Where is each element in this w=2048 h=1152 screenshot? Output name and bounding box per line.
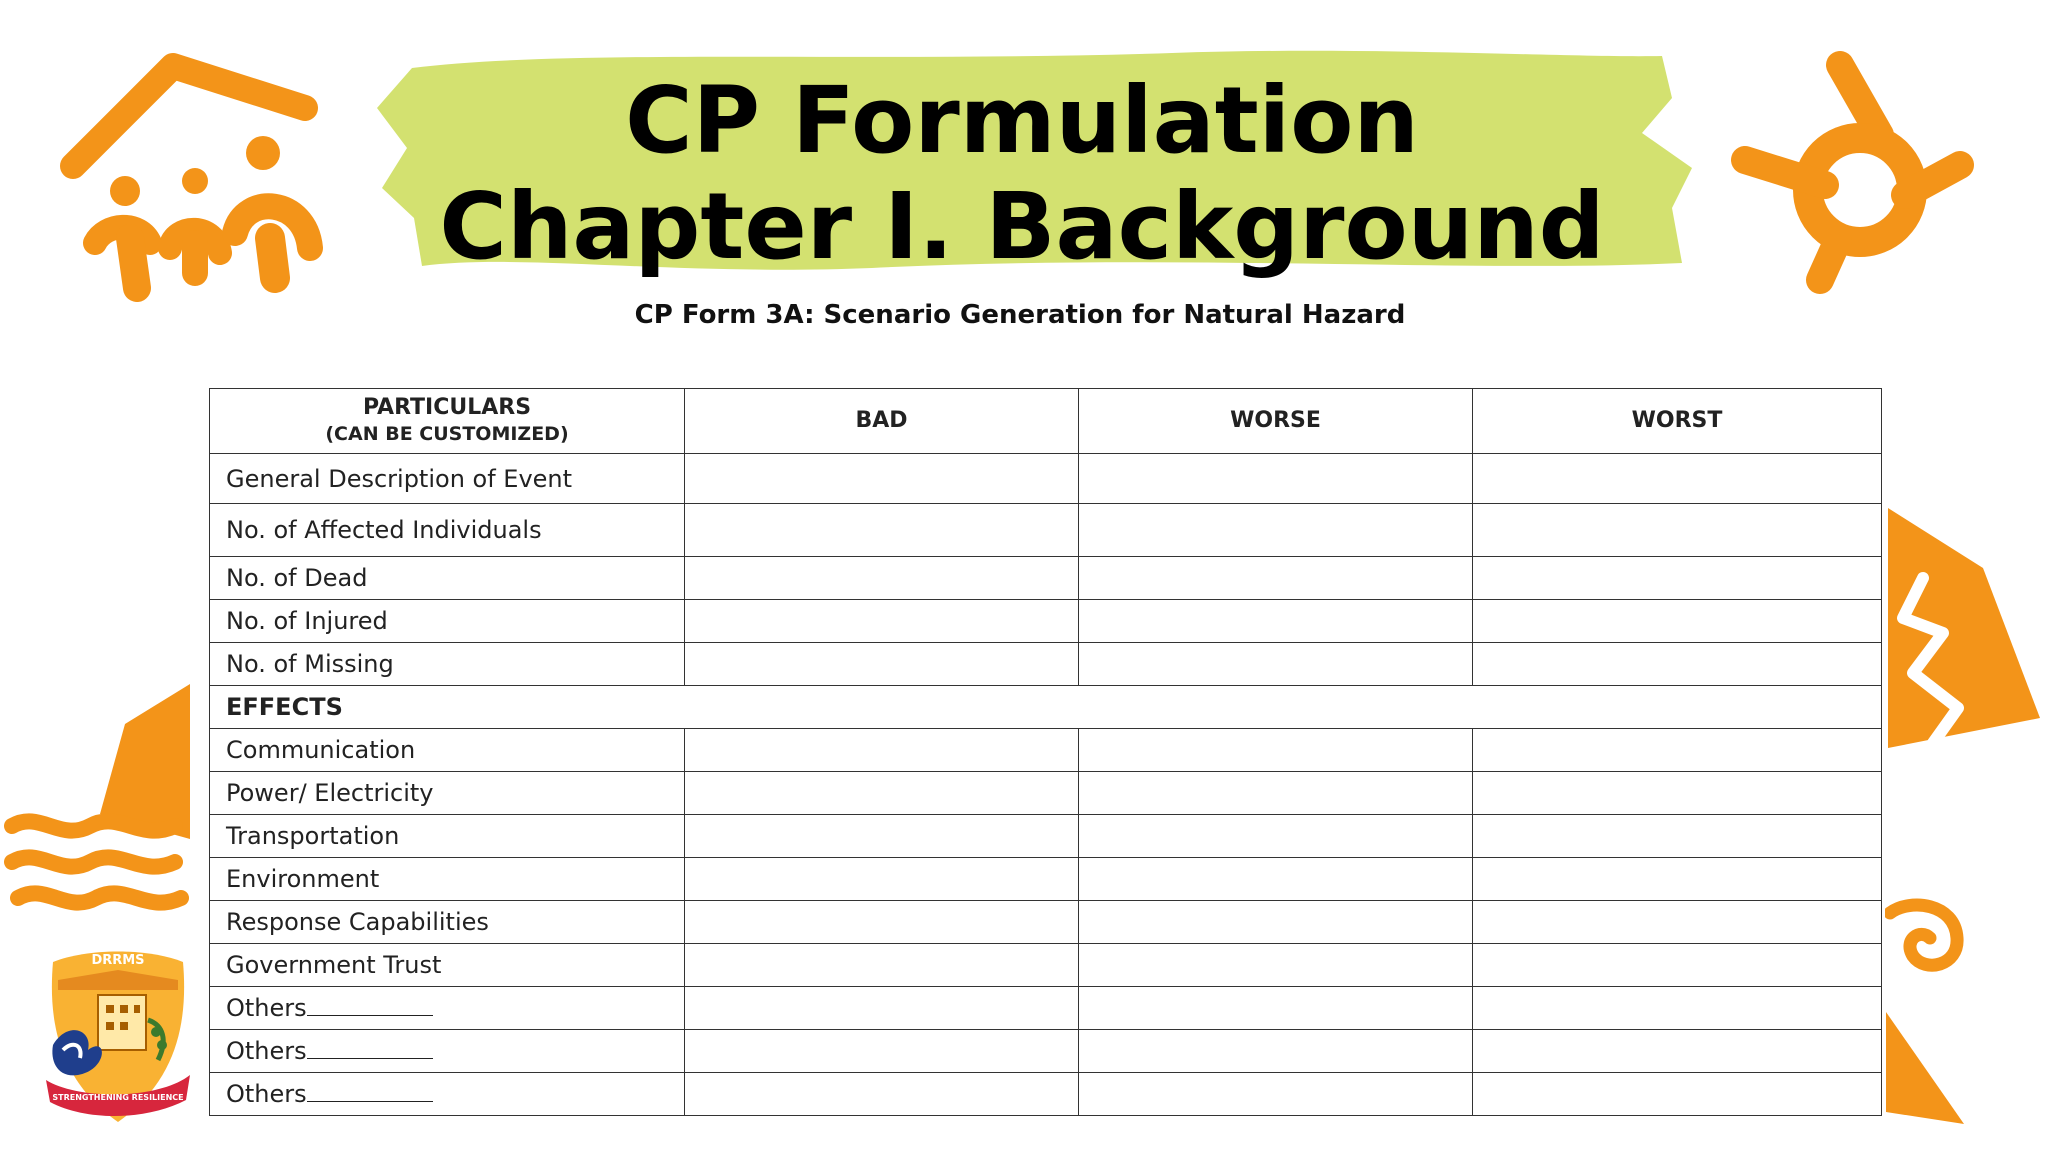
- cell-bad: [685, 600, 1079, 643]
- row-label: Transportation: [210, 815, 685, 858]
- table-row: [210, 987, 1882, 1030]
- header-worse: WORSE: [1079, 389, 1473, 454]
- row-label: No. of Affected Individuals: [210, 504, 685, 557]
- table-header-row: [210, 389, 1882, 454]
- cell-worse: [1079, 643, 1473, 686]
- table-row: [210, 1030, 1882, 1073]
- header-bad: BAD: [685, 389, 1079, 454]
- table-row: [210, 772, 1882, 815]
- cell-bad: [685, 858, 1079, 901]
- table-row: [210, 815, 1882, 858]
- section-label-effects: EFFECTS: [210, 686, 1882, 729]
- row-label: Communication: [210, 729, 685, 772]
- header-particulars: PARTICULARS (CAN BE CUSTOMIZED): [210, 389, 685, 454]
- cell-worse: [1079, 901, 1473, 944]
- cell-bad: [685, 454, 1079, 504]
- blank-line: [307, 995, 433, 1016]
- accessibility-person-icon: [1720, 40, 1980, 300]
- cell-bad: [685, 643, 1079, 686]
- cell-worst: [1473, 454, 1882, 504]
- cell-bad: [685, 557, 1079, 600]
- table-row: [210, 858, 1882, 901]
- cell-bad: [685, 815, 1079, 858]
- cell-worse: [1079, 729, 1473, 772]
- row-label: General Description of Event: [210, 454, 685, 504]
- cell-worst: [1473, 901, 1882, 944]
- row-label: No. of Dead: [210, 557, 685, 600]
- title-block: [372, 38, 1722, 288]
- cell-bad: [685, 772, 1079, 815]
- cell-bad: [685, 504, 1079, 557]
- cell-worst: [1473, 1030, 1882, 1073]
- table-row: [210, 454, 1882, 504]
- cell-worst: [1473, 815, 1882, 858]
- cell-worse: [1079, 600, 1473, 643]
- table-row: [210, 944, 1882, 987]
- cell-worse: [1079, 987, 1473, 1030]
- cell-bad: [685, 1073, 1079, 1116]
- cell-worst: [1473, 944, 1882, 987]
- table-row: [210, 1073, 1882, 1116]
- cell-worst: [1473, 557, 1882, 600]
- cell-worse: [1079, 944, 1473, 987]
- cell-worst: [1473, 987, 1882, 1030]
- cell-worst: [1473, 643, 1882, 686]
- row-label-others: Others: [210, 1030, 685, 1073]
- spiral-wind-icon: [1885, 898, 1965, 978]
- drrms-seal-logo: [38, 950, 198, 1128]
- table-row: [210, 729, 1882, 772]
- table-row: [210, 643, 1882, 686]
- cell-worse: [1079, 772, 1473, 815]
- row-label-others: Others: [210, 1073, 685, 1116]
- row-label: Environment: [210, 858, 685, 901]
- cell-worse: [1079, 1030, 1473, 1073]
- cell-bad: [685, 729, 1079, 772]
- cell-worst: [1473, 600, 1882, 643]
- cell-worst: [1473, 858, 1882, 901]
- row-label: Power/ Electricity: [210, 772, 685, 815]
- page-title: CP Formulation Chapter I. Background: [439, 67, 1605, 280]
- cell-worst: [1473, 729, 1882, 772]
- row-label-others: Others: [210, 987, 685, 1030]
- section-row: [210, 686, 1882, 729]
- header-worst: WORST: [1473, 389, 1882, 454]
- scenario-form-table: [209, 388, 1882, 1116]
- cell-worst: [1473, 1073, 1882, 1116]
- table-row: [210, 600, 1882, 643]
- table-row: [210, 557, 1882, 600]
- cell-worse: [1079, 858, 1473, 901]
- earthquake-crack-icon: [1888, 508, 2048, 748]
- cell-worse: [1079, 454, 1473, 504]
- cell-worse: [1079, 1073, 1473, 1116]
- svg-text:STRENGTHENING RESILIENCE: STRENGTHENING RESILIENCE: [52, 1093, 184, 1102]
- row-label: No. of Injured: [210, 600, 685, 643]
- form-subtitle: CP Form 3A: Scenario Generation for Natural Hazard: [634, 300, 1406, 330]
- cell-bad: [685, 901, 1079, 944]
- cell-bad: [685, 1030, 1079, 1073]
- cell-worse: [1079, 557, 1473, 600]
- family-house-icon: [55, 48, 335, 308]
- cell-worse: [1079, 815, 1473, 858]
- blank-line: [307, 1038, 433, 1059]
- cell-bad: [685, 944, 1079, 987]
- svg-text:DRRMS: DRRMS: [91, 953, 145, 968]
- table-row: [210, 901, 1882, 944]
- cell-worst: [1473, 772, 1882, 815]
- cell-bad: [685, 987, 1079, 1030]
- row-label: Response Capabilities: [210, 901, 685, 944]
- blank-line: [307, 1081, 433, 1102]
- table-row: [210, 504, 1882, 557]
- row-label: No. of Missing: [210, 643, 685, 686]
- waves-icon: [0, 810, 200, 920]
- cell-worse: [1079, 504, 1473, 557]
- cell-worst: [1473, 504, 1882, 557]
- triangle-shape-icon: [1886, 1012, 1966, 1127]
- row-label: Government Trust: [210, 944, 685, 987]
